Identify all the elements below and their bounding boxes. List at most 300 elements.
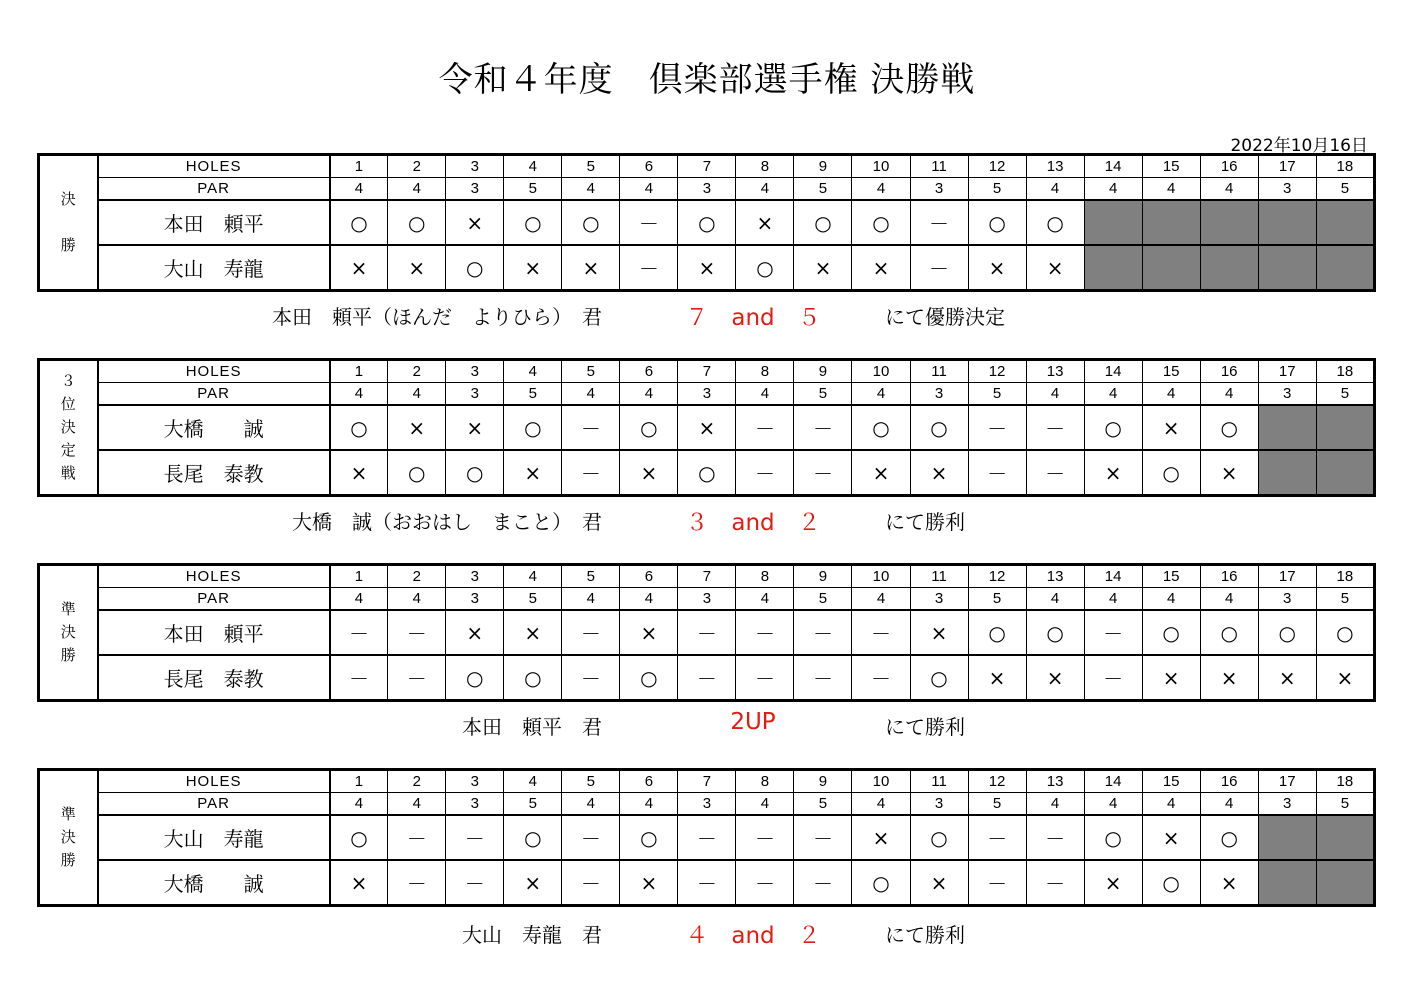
hole-result: － [736, 655, 794, 701]
round-label-text: 決 勝 [60, 190, 76, 254]
hole-number: 10 [852, 155, 910, 178]
player-row [39, 405, 1375, 450]
unplayed-hole [1142, 200, 1200, 245]
hole-number: 3 [446, 360, 504, 383]
hole-result: － [678, 815, 736, 860]
hole-number: 16 [1200, 360, 1258, 383]
hole-number: 18 [1316, 360, 1374, 383]
hole-result: × [620, 610, 678, 655]
par-value: 3 [446, 588, 504, 611]
hole-number: 9 [794, 770, 852, 793]
hole-number: 11 [910, 770, 968, 793]
par-value: 4 [1084, 793, 1142, 816]
hole-number: 6 [620, 565, 678, 588]
hole-result: × [1084, 450, 1142, 496]
par-value: 5 [968, 383, 1026, 406]
hole-number: 15 [1142, 770, 1200, 793]
match-bracket [37, 563, 1376, 702]
hole-result: ○ [1142, 860, 1200, 906]
hole-number: 8 [736, 155, 794, 178]
par-value: 3 [678, 793, 736, 816]
hole-result: － [736, 450, 794, 496]
hole-result: － [852, 610, 910, 655]
match-result [0, 506, 1414, 536]
player-row [39, 245, 1375, 291]
par-value: 4 [562, 178, 620, 201]
hole-result: ○ [1200, 610, 1258, 655]
hole-result: × [1026, 655, 1084, 701]
player-row [39, 610, 1375, 655]
par-label: PAR [98, 793, 330, 816]
round-label [39, 155, 98, 291]
holes-row [39, 155, 1375, 178]
hole-result: × [330, 450, 388, 496]
par-value: 4 [736, 793, 794, 816]
par-value: 4 [330, 588, 388, 611]
hole-result: － [446, 815, 504, 860]
hole-number: 7 [678, 155, 736, 178]
holes-label: HOLES [98, 565, 330, 588]
hole-result: － [562, 815, 620, 860]
par-value: 4 [620, 383, 678, 406]
hole-result: ○ [388, 450, 446, 496]
par-value: 4 [1200, 383, 1258, 406]
hole-number: 7 [678, 770, 736, 793]
player-name: 大橋 誠 [98, 860, 330, 906]
hole-result: ○ [330, 815, 388, 860]
player-name: 大山 寿龍 [98, 245, 330, 291]
hole-number: 9 [794, 565, 852, 588]
hole-result: ○ [504, 655, 562, 701]
hole-result: ○ [1026, 610, 1084, 655]
par-value: 3 [446, 383, 504, 406]
hole-number: 7 [678, 360, 736, 383]
player-row [39, 815, 1375, 860]
holes-row [39, 360, 1375, 383]
hole-result: ○ [852, 405, 910, 450]
par-value: 3 [910, 588, 968, 611]
hole-number: 17 [1258, 360, 1316, 383]
hole-result: ○ [562, 200, 620, 245]
hole-number: 12 [968, 565, 1026, 588]
hole-result: － [968, 815, 1026, 860]
hole-result: － [736, 815, 794, 860]
par-value: 5 [504, 793, 562, 816]
par-value: 3 [910, 178, 968, 201]
hole-result: × [504, 860, 562, 906]
par-value: 5 [794, 588, 852, 611]
hole-result: ○ [968, 200, 1026, 245]
par-value: 5 [794, 383, 852, 406]
hole-number: 6 [620, 155, 678, 178]
par-value: 4 [736, 588, 794, 611]
player-name: 長尾 泰教 [98, 655, 330, 701]
hole-result: － [562, 860, 620, 906]
par-value: 5 [968, 178, 1026, 201]
hole-result: － [1026, 405, 1084, 450]
hole-result: － [446, 860, 504, 906]
par-row [39, 588, 1375, 611]
player-row [39, 655, 1375, 701]
hole-number: 13 [1026, 770, 1084, 793]
round-label-text: 準 決 勝 [60, 805, 76, 869]
winner-name: 本田 頼平（ほんだ よりひら） 君 [272, 305, 602, 329]
hole-result: ○ [1316, 610, 1374, 655]
par-row [39, 793, 1375, 816]
hole-result: ○ [620, 405, 678, 450]
holes-label: HOLES [98, 155, 330, 178]
hole-result: － [620, 245, 678, 291]
match-bracket [37, 358, 1376, 497]
par-value: 3 [678, 383, 736, 406]
unplayed-hole [1084, 245, 1142, 291]
round-label [39, 770, 98, 906]
match-bracket [37, 768, 1376, 907]
hole-result: × [1142, 655, 1200, 701]
hole-result: × [330, 245, 388, 291]
hole-result: ○ [504, 815, 562, 860]
hole-result: － [678, 860, 736, 906]
unplayed-hole [1258, 450, 1316, 496]
hole-number: 2 [388, 770, 446, 793]
hole-result: － [678, 655, 736, 701]
hole-result: ○ [330, 405, 388, 450]
hole-number: 7 [678, 565, 736, 588]
hole-number: 18 [1316, 565, 1374, 588]
par-row [39, 178, 1375, 201]
hole-number: 2 [388, 360, 446, 383]
hole-number: 4 [504, 155, 562, 178]
hole-number: 4 [504, 360, 562, 383]
hole-result: － [620, 200, 678, 245]
par-value: 4 [562, 588, 620, 611]
hole-result: ○ [504, 405, 562, 450]
holes-row [39, 770, 1375, 793]
hole-number: 12 [968, 360, 1026, 383]
hole-number: 17 [1258, 155, 1316, 178]
par-value: 4 [388, 383, 446, 406]
hole-number: 3 [446, 565, 504, 588]
par-value: 4 [1026, 793, 1084, 816]
hole-number: 11 [910, 565, 968, 588]
hole-result: － [1026, 815, 1084, 860]
hole-result: ○ [1142, 610, 1200, 655]
hole-result: － [562, 610, 620, 655]
match-result [0, 919, 1414, 949]
hole-result: － [736, 610, 794, 655]
par-value: 3 [446, 793, 504, 816]
hole-number: 11 [910, 360, 968, 383]
hole-result: － [1084, 610, 1142, 655]
hole-number: 8 [736, 770, 794, 793]
hole-result: － [794, 860, 852, 906]
hole-result: － [562, 655, 620, 701]
player-name: 本田 頼平 [98, 610, 330, 655]
holes-label: HOLES [98, 360, 330, 383]
hole-result: － [562, 450, 620, 496]
player-name: 大山 寿龍 [98, 815, 330, 860]
hole-result: ○ [1084, 405, 1142, 450]
unplayed-hole [1316, 405, 1374, 450]
unplayed-hole [1200, 245, 1258, 291]
hole-number: 14 [1084, 155, 1142, 178]
hole-number: 5 [562, 360, 620, 383]
par-value: 5 [1316, 178, 1374, 201]
par-value: 4 [1200, 793, 1258, 816]
hole-number: 12 [968, 155, 1026, 178]
player-row [39, 200, 1375, 245]
hole-result: ○ [1200, 405, 1258, 450]
hole-result: － [852, 655, 910, 701]
hole-result: ○ [678, 200, 736, 245]
par-value: 4 [1142, 178, 1200, 201]
par-value: 4 [330, 383, 388, 406]
match-date: 2022年10月16日 [1230, 136, 1368, 156]
hole-result: ○ [1084, 815, 1142, 860]
hole-result: ○ [620, 815, 678, 860]
hole-result: × [678, 245, 736, 291]
hole-number: 3 [446, 770, 504, 793]
par-value: 5 [1316, 383, 1374, 406]
par-label: PAR [98, 588, 330, 611]
hole-number: 13 [1026, 360, 1084, 383]
unplayed-hole [1316, 200, 1374, 245]
hole-result: － [910, 245, 968, 291]
par-value: 4 [330, 178, 388, 201]
hole-number: 13 [1026, 565, 1084, 588]
hole-result: ○ [794, 200, 852, 245]
par-value: 4 [1200, 588, 1258, 611]
hole-result: － [330, 610, 388, 655]
par-value: 3 [910, 793, 968, 816]
hole-result: × [330, 860, 388, 906]
hole-result: × [446, 200, 504, 245]
par-value: 4 [1142, 588, 1200, 611]
player-name: 長尾 泰教 [98, 450, 330, 496]
winner-name: 本田 頼平 君 [462, 715, 602, 739]
hole-result: － [794, 610, 852, 655]
result-text: にて勝利 [885, 715, 965, 739]
hole-number: 10 [852, 360, 910, 383]
hole-result: × [1084, 860, 1142, 906]
hole-result: ○ [1258, 610, 1316, 655]
par-value: 4 [1026, 383, 1084, 406]
par-value: 3 [678, 588, 736, 611]
hole-result: × [1142, 405, 1200, 450]
player-row [39, 450, 1375, 496]
match-result [0, 711, 1414, 741]
hole-result: × [852, 450, 910, 496]
unplayed-hole [1316, 860, 1374, 906]
player-row [39, 860, 1375, 906]
unplayed-hole [1200, 200, 1258, 245]
par-value: 4 [330, 793, 388, 816]
hole-number: 5 [562, 565, 620, 588]
hole-number: 17 [1258, 770, 1316, 793]
hole-number: 16 [1200, 155, 1258, 178]
hole-result: ○ [388, 200, 446, 245]
hole-result: － [388, 860, 446, 906]
hole-number: 16 [1200, 770, 1258, 793]
hole-result: × [620, 450, 678, 496]
par-value: 3 [446, 178, 504, 201]
scorecard-table [37, 153, 1376, 292]
hole-result: － [388, 655, 446, 701]
hole-result: － [1084, 655, 1142, 701]
hole-number: 14 [1084, 770, 1142, 793]
hole-result: － [330, 655, 388, 701]
round-label-text: ３ 位 決 定 戦 [60, 372, 76, 482]
hole-result: ○ [910, 655, 968, 701]
player-name: 大橋 誠 [98, 405, 330, 450]
hole-number: 8 [736, 565, 794, 588]
hole-result: － [968, 860, 1026, 906]
hole-number: 15 [1142, 155, 1200, 178]
par-value: 3 [910, 383, 968, 406]
par-value: 3 [678, 178, 736, 201]
hole-number: 6 [620, 770, 678, 793]
player-name: 本田 頼平 [98, 200, 330, 245]
hole-number: 17 [1258, 565, 1316, 588]
hole-result: × [388, 405, 446, 450]
hole-result: × [1258, 655, 1316, 701]
win-margin: ３ and ２ [685, 510, 821, 536]
hole-result: ○ [1200, 815, 1258, 860]
hole-result: × [1200, 860, 1258, 906]
hole-result: × [388, 245, 446, 291]
hole-number: 14 [1084, 360, 1142, 383]
hole-number: 1 [330, 155, 388, 178]
hole-result: × [678, 405, 736, 450]
hole-number: 9 [794, 155, 852, 178]
par-value: 4 [852, 178, 910, 201]
unplayed-hole [1316, 245, 1374, 291]
par-value: 4 [620, 588, 678, 611]
hole-result: ○ [968, 610, 1026, 655]
hole-number: 13 [1026, 155, 1084, 178]
match-bracket [37, 153, 1376, 292]
holes-row [39, 565, 1375, 588]
hole-result: × [968, 655, 1026, 701]
unplayed-hole [1142, 245, 1200, 291]
hole-result: － [736, 405, 794, 450]
hole-result: × [1142, 815, 1200, 860]
page-title: 令和４年度 倶楽部選手権 決勝戦 [438, 60, 976, 100]
par-value: 4 [620, 178, 678, 201]
par-value: 4 [388, 178, 446, 201]
hole-result: × [852, 815, 910, 860]
win-margin: ７ and ５ [685, 305, 821, 331]
hole-result: － [794, 450, 852, 496]
hole-result: ○ [504, 200, 562, 245]
par-row [39, 383, 1375, 406]
par-value: 4 [562, 383, 620, 406]
par-value: 5 [504, 588, 562, 611]
hole-result: － [388, 815, 446, 860]
hole-result: × [910, 450, 968, 496]
hole-result: ○ [678, 450, 736, 496]
hole-result: ○ [736, 245, 794, 291]
par-value: 4 [852, 383, 910, 406]
par-value: 4 [620, 793, 678, 816]
par-label: PAR [98, 178, 330, 201]
hole-result: × [794, 245, 852, 291]
par-value: 5 [794, 178, 852, 201]
hole-number: 18 [1316, 770, 1374, 793]
hole-result: ○ [910, 405, 968, 450]
par-value: 3 [1258, 178, 1316, 201]
hole-result: ○ [910, 815, 968, 860]
hole-result: － [910, 200, 968, 245]
par-value: 4 [1142, 793, 1200, 816]
hole-result: × [1200, 450, 1258, 496]
hole-result: ○ [1142, 450, 1200, 496]
hole-number: 8 [736, 360, 794, 383]
par-value: 3 [1258, 588, 1316, 611]
hole-number: 2 [388, 565, 446, 588]
scorecard-table [37, 358, 1376, 497]
hole-number: 10 [852, 565, 910, 588]
holes-label: HOLES [98, 770, 330, 793]
hole-result: × [504, 610, 562, 655]
par-value: 5 [1316, 793, 1374, 816]
par-value: 4 [852, 793, 910, 816]
par-value: 4 [1026, 178, 1084, 201]
hole-result: ○ [852, 200, 910, 245]
par-value: 4 [1084, 178, 1142, 201]
par-value: 4 [736, 178, 794, 201]
hole-number: 15 [1142, 360, 1200, 383]
hole-result: － [562, 405, 620, 450]
hole-result: － [1026, 450, 1084, 496]
hole-number: 18 [1316, 155, 1374, 178]
par-value: 4 [852, 588, 910, 611]
unplayed-hole [1258, 200, 1316, 245]
winner-name: 大山 寿龍 君 [462, 923, 602, 947]
hole-number: 11 [910, 155, 968, 178]
unplayed-hole [1258, 815, 1316, 860]
hole-result: － [678, 610, 736, 655]
par-value: 5 [794, 793, 852, 816]
hole-result: － [794, 655, 852, 701]
hole-result: × [1026, 245, 1084, 291]
par-value: 4 [1084, 383, 1142, 406]
hole-number: 1 [330, 770, 388, 793]
hole-result: × [504, 245, 562, 291]
hole-result: × [968, 245, 1026, 291]
par-value: 5 [968, 588, 1026, 611]
scorecard-table [37, 768, 1376, 907]
round-label [39, 360, 98, 496]
hole-result: － [968, 405, 1026, 450]
round-label-text: 準 決 勝 [60, 600, 76, 664]
hole-result: × [1316, 655, 1374, 701]
hole-result: × [446, 405, 504, 450]
unplayed-hole [1258, 860, 1316, 906]
par-value: 4 [1142, 383, 1200, 406]
result-text: にて優勝決定 [885, 305, 1005, 329]
win-margin: ４ and ２ [685, 923, 821, 949]
par-value: 4 [1200, 178, 1258, 201]
hole-number: 1 [330, 360, 388, 383]
match-result [0, 301, 1414, 331]
par-value: 4 [1084, 588, 1142, 611]
result-text: にて勝利 [885, 923, 965, 947]
hole-result: × [562, 245, 620, 291]
hole-result: ○ [852, 860, 910, 906]
hole-number: 2 [388, 155, 446, 178]
par-value: 4 [1026, 588, 1084, 611]
